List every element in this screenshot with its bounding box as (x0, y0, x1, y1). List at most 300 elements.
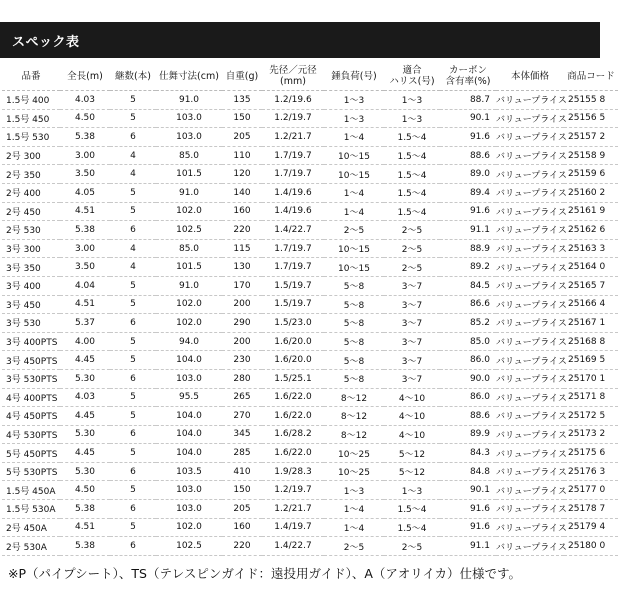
cell-sections: 5 (110, 202, 156, 221)
cell-sinker-load: 1〜3 (324, 109, 384, 128)
cell-carbon-content: 86.6 (440, 295, 496, 314)
cell-price: バリュープライス (496, 109, 564, 128)
cell-carbon-content: 89.9 (440, 425, 496, 444)
cell-product-code: 25170 1 (564, 369, 618, 388)
cell-closed-length: 104.0 (156, 444, 222, 463)
table-row (2, 202, 618, 221)
cell-length: 4.45 (60, 351, 110, 370)
cell-part-number: 3号 350 (2, 258, 60, 277)
cell-closed-length: 102.0 (156, 314, 222, 333)
cell-product-code: 25175 6 (564, 444, 618, 463)
cell-part-number: 2号 300 (2, 146, 60, 165)
cell-carbon-content: 86.0 (440, 388, 496, 407)
cell-closed-length: 102.5 (156, 537, 222, 556)
cell-leader: 5〜12 (384, 462, 440, 481)
cell-leader: 1.5〜4 (384, 165, 440, 184)
cell-closed-length: 103.0 (156, 369, 222, 388)
cell-carbon-content: 91.6 (440, 202, 496, 221)
cell-product-code: 25180 0 (564, 537, 618, 556)
table-row (2, 425, 618, 444)
cell-sections: 5 (110, 295, 156, 314)
cell-tip-butt-diameter: 1.4/22.7 (262, 221, 324, 240)
cell-weight: 130 (222, 258, 262, 277)
cell-sinker-load: 10〜15 (324, 146, 384, 165)
cell-product-code: 25156 5 (564, 109, 618, 128)
cell-sections: 4 (110, 146, 156, 165)
cell-product-code: 25169 5 (564, 351, 618, 370)
spec-table (2, 62, 618, 556)
cell-weight: 135 (222, 91, 262, 110)
cell-price: バリュープライス (496, 276, 564, 295)
cell-weight: 160 (222, 518, 262, 537)
table-row (2, 444, 618, 463)
cell-closed-length: 103.5 (156, 462, 222, 481)
cell-closed-length: 85.0 (156, 239, 222, 258)
cell-closed-length: 103.0 (156, 109, 222, 128)
cell-length: 5.37 (60, 314, 110, 333)
cell-length: 5.30 (60, 462, 110, 481)
cell-closed-length: 102.5 (156, 221, 222, 240)
header-weight: 自重(g) (222, 62, 262, 91)
spec-title: スペック表 (12, 34, 80, 50)
cell-price: バリュープライス (496, 128, 564, 147)
cell-tip-butt-diameter: 1.4/19.7 (262, 518, 324, 537)
cell-sections: 5 (110, 518, 156, 537)
cell-price: バリュープライス (496, 202, 564, 221)
cell-part-number: 4号 530PTS (2, 425, 60, 444)
table-row (2, 258, 618, 277)
cell-tip-butt-diameter: 1.5/25.1 (262, 369, 324, 388)
cell-carbon-content: 90.1 (440, 109, 496, 128)
table-row (2, 276, 618, 295)
cell-length: 4.50 (60, 109, 110, 128)
cell-carbon-content: 85.0 (440, 332, 496, 351)
cell-sections: 6 (110, 369, 156, 388)
cell-sinker-load: 5〜8 (324, 351, 384, 370)
cell-carbon-content: 88.6 (440, 407, 496, 426)
cell-leader: 2〜5 (384, 239, 440, 258)
cell-leader: 1.5〜4 (384, 183, 440, 202)
cell-sections: 5 (110, 183, 156, 202)
table-row (2, 91, 618, 110)
cell-price: バリュープライス (496, 146, 564, 165)
header-tip-butt-diameter: 先径／元径 (mm) (262, 62, 324, 91)
cell-weight: 160 (222, 202, 262, 221)
cell-product-code: 25160 2 (564, 183, 618, 202)
cell-closed-length: 103.0 (156, 481, 222, 500)
header-length: 全長(m) (60, 62, 110, 91)
cell-part-number: 2号 530A (2, 537, 60, 556)
cell-tip-butt-diameter: 1.5/19.7 (262, 276, 324, 295)
cell-weight: 280 (222, 369, 262, 388)
cell-sinker-load: 1〜4 (324, 128, 384, 147)
cell-leader: 3〜7 (384, 332, 440, 351)
table-row (2, 407, 618, 426)
cell-sinker-load: 5〜8 (324, 295, 384, 314)
table-row (2, 369, 618, 388)
cell-carbon-content: 91.1 (440, 221, 496, 240)
cell-weight: 290 (222, 314, 262, 333)
cell-carbon-content: 88.7 (440, 91, 496, 110)
cell-product-code: 25161 9 (564, 202, 618, 221)
cell-part-number: 3号 530PTS (2, 369, 60, 388)
cell-sections: 6 (110, 221, 156, 240)
cell-leader: 1〜3 (384, 481, 440, 500)
cell-length: 3.50 (60, 258, 110, 277)
cell-product-code: 25164 0 (564, 258, 618, 277)
cell-tip-butt-diameter: 1.2/19.7 (262, 481, 324, 500)
cell-part-number: 3号 300 (2, 239, 60, 258)
cell-sinker-load: 1〜4 (324, 202, 384, 221)
cell-length: 4.03 (60, 388, 110, 407)
cell-part-number: 3号 450PTS (2, 351, 60, 370)
cell-closed-length: 91.0 (156, 183, 222, 202)
cell-carbon-content: 84.3 (440, 444, 496, 463)
cell-closed-length: 94.0 (156, 332, 222, 351)
cell-tip-butt-diameter: 1.2/21.7 (262, 128, 324, 147)
cell-sinker-load: 10〜15 (324, 239, 384, 258)
cell-tip-butt-diameter: 1.2/19.7 (262, 109, 324, 128)
table-row (2, 128, 618, 147)
cell-leader: 1〜3 (384, 109, 440, 128)
cell-part-number: 3号 400 (2, 276, 60, 295)
cell-part-number: 3号 530 (2, 314, 60, 333)
cell-product-code: 25167 1 (564, 314, 618, 333)
spec-title-bar (0, 22, 600, 58)
cell-weight: 410 (222, 462, 262, 481)
cell-price: バリュープライス (496, 221, 564, 240)
cell-product-code: 25178 7 (564, 500, 618, 519)
cell-tip-butt-diameter: 1.7/19.7 (262, 165, 324, 184)
cell-product-code: 25173 2 (564, 425, 618, 444)
table-row (2, 462, 618, 481)
cell-weight: 115 (222, 239, 262, 258)
table-row (2, 351, 618, 370)
cell-sections: 5 (110, 388, 156, 407)
cell-weight: 150 (222, 109, 262, 128)
table-row (2, 239, 618, 258)
table-row (2, 165, 618, 184)
cell-length: 3.00 (60, 239, 110, 258)
cell-carbon-content: 89.4 (440, 183, 496, 202)
table-row (2, 388, 618, 407)
cell-length: 5.38 (60, 221, 110, 240)
cell-part-number: 4号 400PTS (2, 388, 60, 407)
cell-length: 4.51 (60, 295, 110, 314)
cell-length: 3.00 (60, 146, 110, 165)
cell-price: バリュープライス (496, 462, 564, 481)
cell-product-code: 25159 6 (564, 165, 618, 184)
cell-carbon-content: 84.5 (440, 276, 496, 295)
cell-sections: 6 (110, 500, 156, 519)
cell-closed-length: 91.0 (156, 276, 222, 295)
cell-part-number: 5号 450PTS (2, 444, 60, 463)
cell-sections: 6 (110, 425, 156, 444)
cell-sections: 5 (110, 276, 156, 295)
cell-price: バリュープライス (496, 183, 564, 202)
cell-carbon-content: 89.0 (440, 165, 496, 184)
cell-length: 5.38 (60, 537, 110, 556)
cell-price: バリュープライス (496, 351, 564, 370)
cell-tip-butt-diameter: 1.4/22.7 (262, 537, 324, 556)
cell-weight: 230 (222, 351, 262, 370)
cell-product-code: 25176 3 (564, 462, 618, 481)
header-closed-length: 仕舞寸法(cm) (156, 62, 222, 91)
cell-product-code: 25163 3 (564, 239, 618, 258)
cell-leader: 1.5〜4 (384, 518, 440, 537)
cell-carbon-content: 84.8 (440, 462, 496, 481)
cell-tip-butt-diameter: 1.2/21.7 (262, 500, 324, 519)
cell-leader: 3〜7 (384, 276, 440, 295)
cell-carbon-content: 91.6 (440, 500, 496, 519)
table-row (2, 146, 618, 165)
cell-sinker-load: 1〜3 (324, 481, 384, 500)
cell-carbon-content: 90.0 (440, 369, 496, 388)
cell-part-number: 2号 400 (2, 183, 60, 202)
cell-carbon-content: 91.1 (440, 537, 496, 556)
cell-weight: 120 (222, 165, 262, 184)
cell-price: バリュープライス (496, 295, 564, 314)
table-row (2, 332, 618, 351)
cell-product-code: 25166 4 (564, 295, 618, 314)
cell-product-code: 25165 7 (564, 276, 618, 295)
cell-closed-length: 85.0 (156, 146, 222, 165)
cell-weight: 200 (222, 295, 262, 314)
cell-product-code: 25168 8 (564, 332, 618, 351)
cell-weight: 220 (222, 221, 262, 240)
table-row (2, 314, 618, 333)
cell-product-code: 25162 6 (564, 221, 618, 240)
cell-weight: 200 (222, 332, 262, 351)
cell-product-code: 25155 8 (564, 91, 618, 110)
cell-sinker-load: 2〜5 (324, 221, 384, 240)
cell-price: バリュープライス (496, 500, 564, 519)
cell-carbon-content: 88.9 (440, 239, 496, 258)
cell-tip-butt-diameter: 1.6/28.2 (262, 425, 324, 444)
cell-price: バリュープライス (496, 407, 564, 426)
cell-weight: 140 (222, 183, 262, 202)
header-sinker-load: 錘負荷(号) (324, 62, 384, 91)
cell-sinker-load: 2〜5 (324, 537, 384, 556)
cell-weight: 205 (222, 500, 262, 519)
cell-price: バリュープライス (496, 258, 564, 277)
header-price: 本体価格 (496, 62, 564, 91)
table-row (2, 518, 618, 537)
cell-sinker-load: 1〜4 (324, 500, 384, 519)
cell-price: バリュープライス (496, 369, 564, 388)
cell-weight: 150 (222, 481, 262, 500)
cell-price: バリュープライス (496, 388, 564, 407)
cell-product-code: 25179 4 (564, 518, 618, 537)
cell-part-number: 1.5号 530A (2, 500, 60, 519)
cell-leader: 5〜12 (384, 444, 440, 463)
cell-price: バリュープライス (496, 537, 564, 556)
cell-leader: 2〜5 (384, 537, 440, 556)
cell-part-number: 5号 530PTS (2, 462, 60, 481)
header-leader: 適合 ハリス(号) (384, 62, 440, 91)
cell-tip-butt-diameter: 1.6/20.0 (262, 351, 324, 370)
cell-tip-butt-diameter: 1.4/19.6 (262, 202, 324, 221)
cell-closed-length: 102.0 (156, 295, 222, 314)
cell-closed-length: 102.0 (156, 518, 222, 537)
table-row (2, 295, 618, 314)
cell-part-number: 1.5号 450A (2, 481, 60, 500)
cell-closed-length: 104.0 (156, 407, 222, 426)
cell-tip-butt-diameter: 1.5/23.0 (262, 314, 324, 333)
cell-length: 5.38 (60, 128, 110, 147)
cell-product-code: 25172 5 (564, 407, 618, 426)
cell-carbon-content: 86.0 (440, 351, 496, 370)
cell-sinker-load: 10〜15 (324, 258, 384, 277)
cell-length: 4.05 (60, 183, 110, 202)
cell-closed-length: 103.0 (156, 128, 222, 147)
cell-closed-length: 102.0 (156, 202, 222, 221)
cell-sinker-load: 1〜3 (324, 91, 384, 110)
cell-sinker-load: 10〜25 (324, 462, 384, 481)
cell-length: 4.51 (60, 518, 110, 537)
cell-leader: 4〜10 (384, 425, 440, 444)
cell-price: バリュープライス (496, 425, 564, 444)
cell-tip-butt-diameter: 1.7/19.7 (262, 258, 324, 277)
cell-weight: 110 (222, 146, 262, 165)
cell-tip-butt-diameter: 1.2/19.6 (262, 91, 324, 110)
cell-sinker-load: 5〜8 (324, 276, 384, 295)
cell-sections: 5 (110, 481, 156, 500)
cell-part-number: 2号 450A (2, 518, 60, 537)
table-row (2, 221, 618, 240)
cell-price: バリュープライス (496, 314, 564, 333)
cell-part-number: 4号 450PTS (2, 407, 60, 426)
cell-sections: 6 (110, 128, 156, 147)
cell-product-code: 25158 9 (564, 146, 618, 165)
cell-price: バリュープライス (496, 332, 564, 351)
cell-sinker-load: 8〜12 (324, 388, 384, 407)
cell-leader: 1.5〜4 (384, 202, 440, 221)
table-row (2, 183, 618, 202)
cell-tip-butt-diameter: 1.6/22.0 (262, 407, 324, 426)
cell-tip-butt-diameter: 1.6/20.0 (262, 332, 324, 351)
cell-tip-butt-diameter: 1.5/19.7 (262, 295, 324, 314)
cell-leader: 1〜3 (384, 91, 440, 110)
cell-length: 5.30 (60, 369, 110, 388)
cell-closed-length: 91.0 (156, 91, 222, 110)
cell-sinker-load: 8〜12 (324, 425, 384, 444)
cell-sections: 5 (110, 444, 156, 463)
cell-tip-butt-diameter: 1.4/19.6 (262, 183, 324, 202)
spec-header-row (2, 62, 618, 91)
cell-price: バリュープライス (496, 444, 564, 463)
cell-sinker-load: 1〜4 (324, 183, 384, 202)
cell-price: バリュープライス (496, 91, 564, 110)
cell-carbon-content: 91.6 (440, 518, 496, 537)
cell-tip-butt-diameter: 1.7/19.7 (262, 146, 324, 165)
cell-weight: 345 (222, 425, 262, 444)
cell-part-number: 1.5号 400 (2, 91, 60, 110)
cell-leader: 2〜5 (384, 258, 440, 277)
cell-length: 4.51 (60, 202, 110, 221)
cell-leader: 1.5〜4 (384, 500, 440, 519)
cell-closed-length: 104.0 (156, 425, 222, 444)
cell-length: 4.45 (60, 407, 110, 426)
cell-part-number: 1.5号 450 (2, 109, 60, 128)
cell-closed-length: 104.0 (156, 351, 222, 370)
cell-closed-length: 101.5 (156, 258, 222, 277)
cell-leader: 3〜7 (384, 351, 440, 370)
cell-length: 5.30 (60, 425, 110, 444)
cell-length: 4.03 (60, 91, 110, 110)
cell-part-number: 2号 350 (2, 165, 60, 184)
cell-sections: 5 (110, 109, 156, 128)
cell-sinker-load: 5〜8 (324, 332, 384, 351)
cell-closed-length: 101.5 (156, 165, 222, 184)
cell-leader: 1.5〜4 (384, 146, 440, 165)
cell-product-code: 25177 0 (564, 481, 618, 500)
cell-sinker-load: 5〜8 (324, 314, 384, 333)
cell-part-number: 1.5号 530 (2, 128, 60, 147)
cell-tip-butt-diameter: 1.9/28.3 (262, 462, 324, 481)
cell-weight: 285 (222, 444, 262, 463)
cell-length: 4.04 (60, 276, 110, 295)
header-part-number: 品番 (2, 62, 60, 91)
cell-sinker-load: 8〜12 (324, 407, 384, 426)
cell-leader: 3〜7 (384, 314, 440, 333)
cell-product-code: 25171 8 (564, 388, 618, 407)
cell-carbon-content: 91.6 (440, 128, 496, 147)
cell-carbon-content: 88.6 (440, 146, 496, 165)
cell-sections: 5 (110, 91, 156, 110)
cell-weight: 220 (222, 537, 262, 556)
cell-length: 4.45 (60, 444, 110, 463)
cell-tip-butt-diameter: 1.6/22.0 (262, 444, 324, 463)
header-sections: 継数(本) (110, 62, 156, 91)
cell-closed-length: 95.5 (156, 388, 222, 407)
cell-weight: 205 (222, 128, 262, 147)
cell-closed-length: 103.0 (156, 500, 222, 519)
cell-price: バリュープライス (496, 481, 564, 500)
cell-tip-butt-diameter: 1.6/22.0 (262, 388, 324, 407)
cell-length: 5.38 (60, 500, 110, 519)
cell-sections: 5 (110, 332, 156, 351)
cell-sections: 5 (110, 351, 156, 370)
cell-part-number: 3号 400PTS (2, 332, 60, 351)
cell-sections: 4 (110, 239, 156, 258)
cell-leader: 4〜10 (384, 388, 440, 407)
cell-product-code: 25157 2 (564, 128, 618, 147)
cell-weight: 170 (222, 276, 262, 295)
table-row (2, 537, 618, 556)
cell-length: 3.50 (60, 165, 110, 184)
cell-part-number: 3号 450 (2, 295, 60, 314)
cell-leader: 1.5〜4 (384, 128, 440, 147)
cell-carbon-content: 89.2 (440, 258, 496, 277)
cell-weight: 265 (222, 388, 262, 407)
cell-sinker-load: 10〜25 (324, 444, 384, 463)
cell-length: 4.50 (60, 481, 110, 500)
cell-sections: 4 (110, 165, 156, 184)
cell-sinker-load: 5〜8 (324, 369, 384, 388)
cell-sinker-load: 1〜4 (324, 518, 384, 537)
cell-carbon-content: 85.2 (440, 314, 496, 333)
cell-price: バリュープライス (496, 518, 564, 537)
cell-sections: 5 (110, 407, 156, 426)
header-product-code: 商品コード (564, 62, 618, 91)
cell-sections: 6 (110, 314, 156, 333)
cell-sections: 4 (110, 258, 156, 277)
cell-sections: 6 (110, 462, 156, 481)
cell-price: バリュープライス (496, 239, 564, 258)
cell-leader: 3〜7 (384, 295, 440, 314)
spec-body (2, 91, 618, 556)
